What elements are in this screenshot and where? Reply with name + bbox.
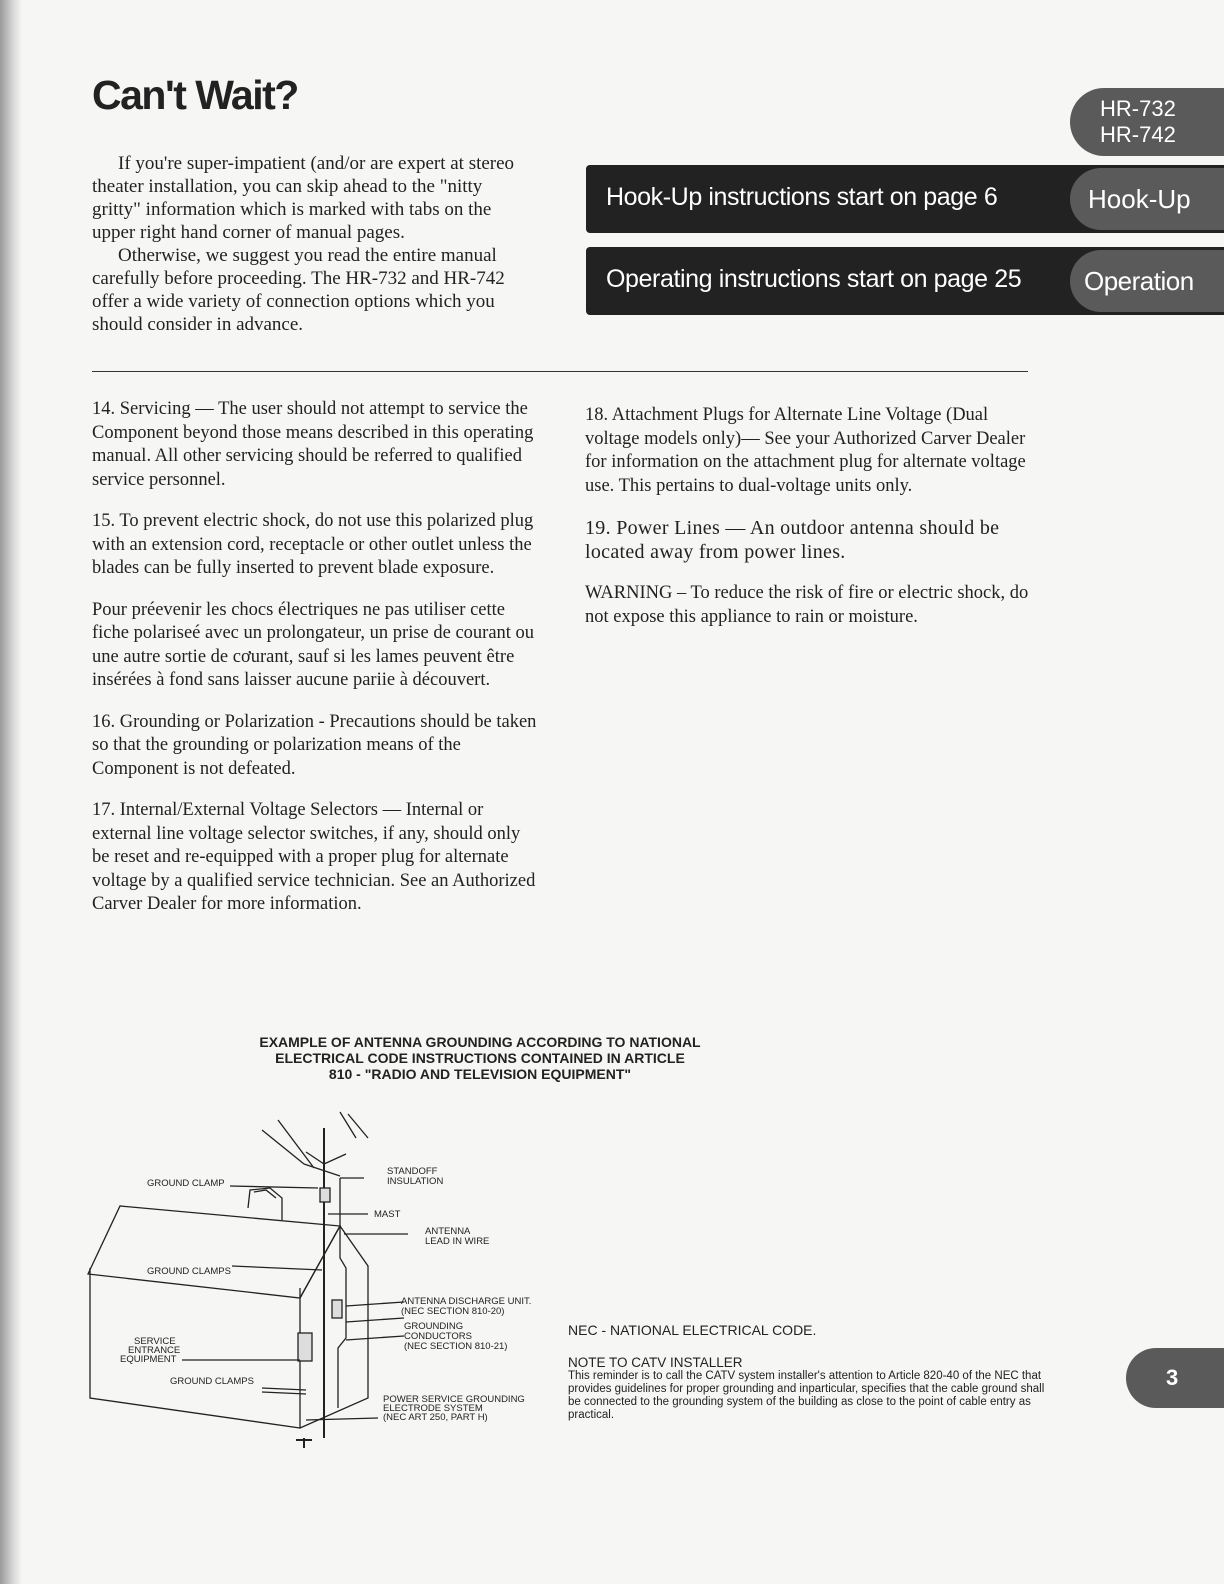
- label-ground-clamps-upper: GROUND CLAMPS: [147, 1266, 231, 1277]
- left-column: [92, 398, 540, 935]
- label-standoff-2: INSULATION: [387, 1176, 444, 1187]
- label-discharge-1: ANTENNA DISCHARGE UNIT.: [401, 1296, 532, 1307]
- item-15-french: Pour préevenir les chocs électriques ne pas utiliser cette fiche polariseé avec un prolongateur, un prise de courant ou une autre sortie de cơurant, sauf si les lames peuvent être insérées à fond sans laisser aucune pariie à découvert.: [92, 599, 535, 690]
- label-conductors-1: GROUNDING: [404, 1321, 464, 1332]
- model-tab-line-1: HR-732: [1100, 96, 1176, 121]
- label-service-1: SERVICE: [134, 1336, 176, 1347]
- label-ground-clamps-lower: GROUND CLAMPS: [170, 1376, 254, 1387]
- antenna-grounding-diagram: [78, 1108, 548, 1458]
- page-number-tab: 3: [1126, 1348, 1224, 1408]
- model-tab-line-2: HR-742: [1100, 122, 1176, 147]
- label-ground-clamp: GROUND CLAMP: [147, 1178, 225, 1189]
- label-conductors-2: CONDUCTORS: [404, 1331, 472, 1342]
- label-service-2: ENTRANCE: [128, 1345, 181, 1356]
- nec-definition: NEC - NATIONAL ELECTRICAL CODE.: [568, 1322, 817, 1338]
- hookup-banner-text: Hook-Up instructions start on page 6: [606, 183, 998, 211]
- book-spine-shadow: [0, 0, 22, 1584]
- intro-paragraph-1: If you're super-impatient (and/or are expert at stereo theater installation, you can skip ahead to the "nitty gritty" information which is marked with tabs on the upper right hand corner of manual pages.: [92, 153, 515, 243]
- label-standoff-1: STANDOFF: [387, 1166, 438, 1177]
- chimney: [248, 1188, 282, 1220]
- right-column: [585, 404, 1035, 647]
- ground-clamp-box: [320, 1188, 330, 1202]
- item-17-voltage-selectors: 17. Internal/External Voltage Selectors — Internal or external line voltage selector switches, if any, should only be reset and re-equipped with a proper plug for alternate voltage by a qualified service technician. See an Authorized Carver Dealer for more information.: [92, 800, 536, 914]
- label-electrode-3: (NEC ART 250, PART H): [383, 1412, 488, 1423]
- diagram-title-line-2: ELECTRICAL CODE INSTRUCTIONS CONTAINED IN ARTICLE: [275, 1050, 685, 1066]
- page-title: Can't Wait?: [92, 72, 298, 118]
- warning-text: WARNING – To reduce the risk of fire or electric shock, do not expose this appliance to rain or moisture.: [585, 583, 1029, 627]
- operating-banner-text: Operating instructions start on page 25: [606, 265, 1022, 293]
- diagram-title-line-1: EXAMPLE OF ANTENNA GROUNDING ACCORDING TO NATIONAL: [259, 1034, 701, 1050]
- diagram-title-line-3: 810 - "RADIO AND TELEVISION EQUIPMENT": [328, 1066, 632, 1082]
- label-service-3: EQUIPMENT: [120, 1354, 177, 1365]
- label-electrode-1: POWER SERVICE GROUNDING: [383, 1394, 525, 1405]
- label-antenna-lead-2: LEAD IN WIRE: [425, 1236, 490, 1247]
- item-16-grounding: 16. Grounding or Polarization - Precautions should be taken so that the grounding or polarization means of the Component is not defeated.: [92, 711, 537, 779]
- hookup-tab[interactable]: Hook-Up: [1070, 168, 1224, 230]
- label-discharge-2: (NEC SECTION 810-20): [401, 1306, 505, 1317]
- item-19-power-lines: 19. Power Lines — An outdoor antenna should be located away from power lines.: [585, 517, 1000, 563]
- antenna-elements: [262, 1112, 368, 1176]
- ground-rod: [296, 1438, 312, 1448]
- label-electrode-2: ELECTRODE SYSTEM: [383, 1403, 483, 1414]
- label-mast: MAST: [374, 1209, 401, 1220]
- catv-note-body: This reminder is to call the CATV system installer's attention to Article 820-40 of the NEC that provides guidelines for proper grounding and inparticular, specifies that the cable ground shall be connected to the grounding system of the building as close to the point of cable entry as practical.: [568, 1370, 1045, 1421]
- house-roof: [88, 1206, 340, 1298]
- label-conductors-3: (NEC SECTION 810-21): [404, 1341, 508, 1352]
- model-tab: [1070, 88, 1224, 156]
- operation-tab[interactable]: Operation: [1070, 250, 1224, 312]
- intro-paragraph-2: Otherwise, we suggest you read the entire manual carefully before proceeding. The HR-732 and HR-742 offer a wide variety of connection options which you should consider in advance.: [92, 245, 505, 335]
- discharge-unit: [332, 1300, 342, 1318]
- intro-text: [92, 152, 532, 336]
- lead-in-wire: [338, 1178, 346, 1408]
- item-14-servicing: 14. Servicing — The user should not attempt to service the Component beyond those means described in this operating manual. All other servicing should be referred to qualified service personnel.: [92, 399, 534, 490]
- house-wall: [90, 1268, 300, 1428]
- service-entrance-box: [298, 1333, 312, 1361]
- section-divider: [92, 371, 1028, 372]
- catv-note-heading: NOTE TO CATV INSTALLER: [568, 1355, 743, 1370]
- item-18-attachment-plugs: 18. Attachment Plugs for Alternate Line Voltage (Dual voltage models only)— See your Authorized Carver Dealer for information on the attachment plug for alternate voltage use. This pertains to dual-voltage units only.: [585, 405, 1026, 496]
- catv-note: [568, 1355, 1048, 1422]
- item-15-electric-shock: 15. To prevent electric shock, do not use this polarized plug with an extension cord, receptacle or other outlet unless the blades can be fully inserted to prevent blade exposure.: [92, 511, 534, 578]
- diagram-title: [200, 1034, 760, 1082]
- label-antenna-lead-1: ANTENNA: [425, 1226, 471, 1237]
